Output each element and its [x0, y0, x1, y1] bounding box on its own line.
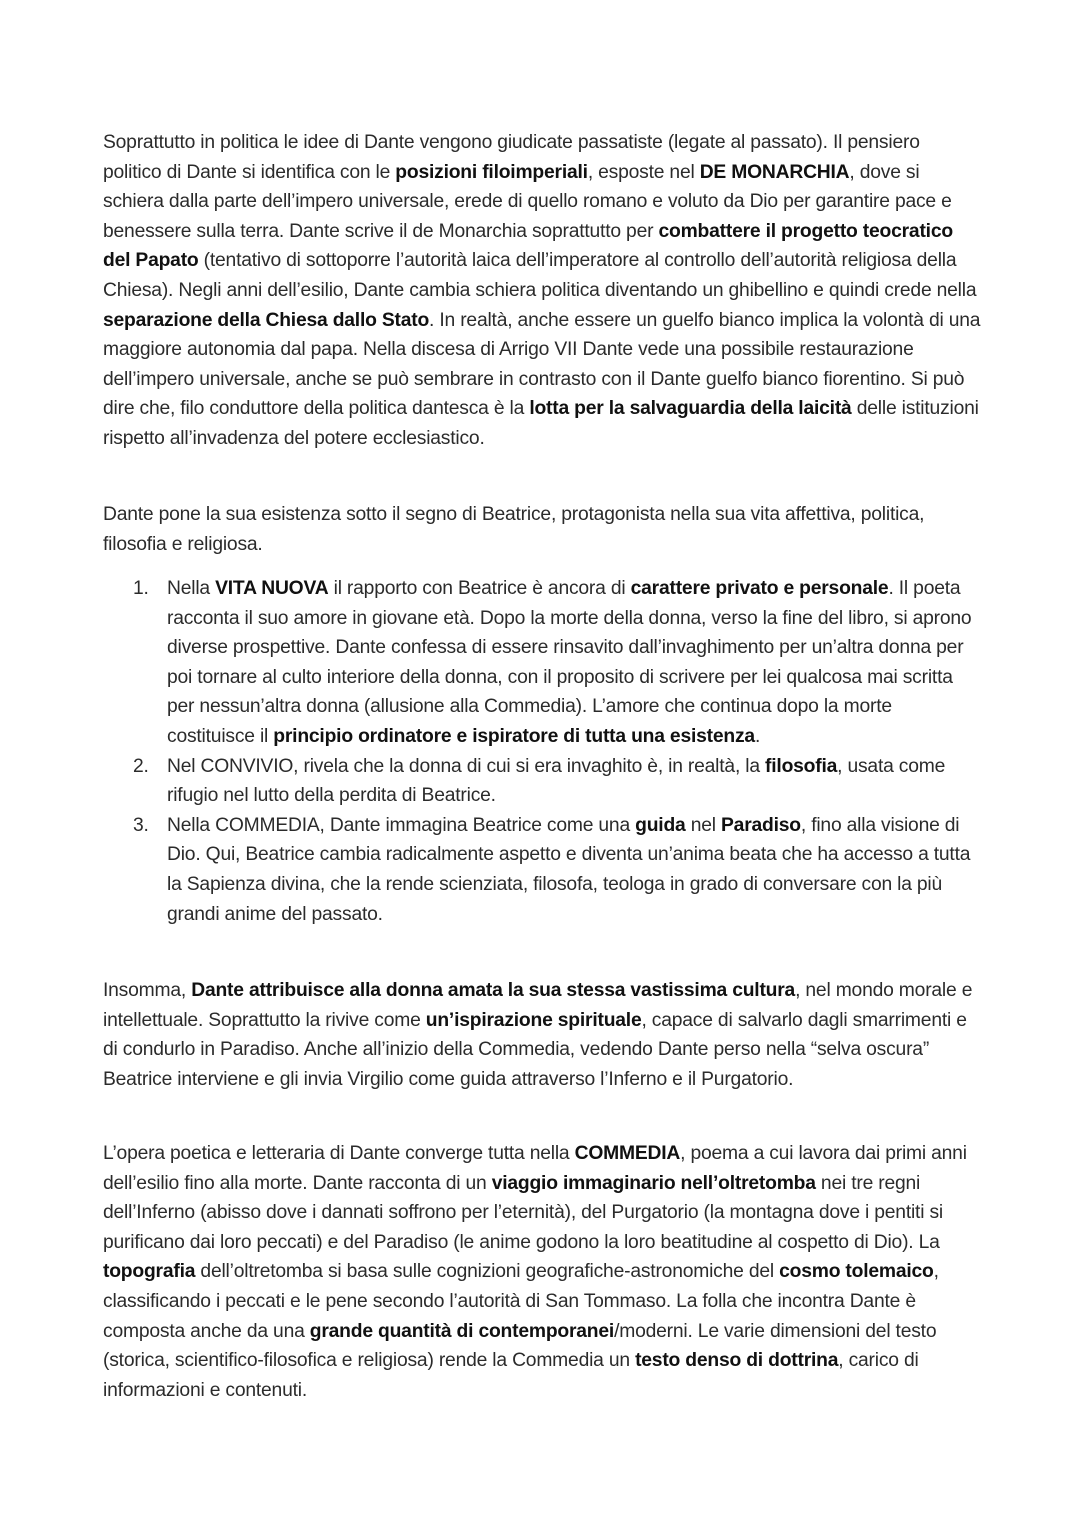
text-run: Nella COMMEDIA, Dante immagina Beatrice come una [167, 814, 636, 836]
paragraph-commedia [103, 1139, 983, 1405]
bold-term: cosmo tolemaico [779, 1261, 934, 1283]
list-number: 1. [133, 578, 149, 599]
text-run: , nel mondo morale e intellettuale. Soprattutto la rivive come [103, 980, 973, 1031]
text-run: /moderni. Le varie dimensioni del testo (storica, scientifico-filosofica e religiosa) rende la Commedia un [103, 1320, 937, 1372]
text-run: il rapporto con Beatrice è ancora di [328, 578, 631, 599]
bold-term: posizioni filoimperiali [395, 161, 588, 183]
text-run: nel [685, 814, 722, 836]
text-run: , esposte nel [587, 161, 700, 183]
text-run: Nel CONVIVIO, rivela che la donna di cui si era invaghito è, in realtà, la [167, 755, 766, 777]
bold-term: COMMEDIA [574, 1143, 681, 1164]
bold-term: testo denso di dottrina [635, 1350, 839, 1372]
text-run: , fino alla visione di Dio. Qui, Beatrice cambia radicalmente aspetto e diventa un’anima beata che ha accesso a tutta la Sapienza divina, che la rende scienziata, filosofa, teologa in grado di conversare con la più grandi anime del passato. [167, 814, 971, 925]
bold-term: grande quantità di contemporanei [309, 1320, 615, 1342]
bold-term: carattere privato e personale [630, 578, 889, 599]
text-run: , classificando i peccati e le pene secondo l’autorità di San Tommaso. La folla che incontra Dante è composta anche da una [103, 1261, 939, 1342]
list-item [103, 574, 983, 752]
list-item [103, 752, 983, 811]
text-run: , capace di salvarlo dagli smarrimenti e di condurlo in Paradiso. Anche all’inizio della Commedia, vedendo Dante perso nella “selva oscura” Beatrice interviene e gli invia Virgilio come guida attraverso l’Inferno e il Purgatorio. [103, 1009, 967, 1090]
text-run: nei tre regni dell’Inferno (abisso dove i dannati soffrono per l’eternità), del Purgatorio (la montagna dove i pentiti si purificano dai loro peccati) e del Paradiso (le anime godono la loro beatitudine al cospetto di Dio). La [103, 1172, 943, 1253]
bold-term: combattere il progetto teocratico del Papato [103, 220, 953, 272]
bold-term: lotta per la salvaguardia della laicità [529, 398, 852, 420]
bold-term: DE MONARCHIA [699, 161, 850, 183]
text-run: , usata come rifugio nel lutto della perdita di Beatrice. [167, 755, 946, 807]
text-run: dell’oltretomba si basa sulle cognizioni geografiche-astronomiche del [195, 1261, 780, 1283]
list-item [103, 811, 983, 929]
bold-term: separazione della Chiesa dallo Stato [103, 309, 430, 331]
text-run: (tentativo di sottoporre l’autorità laica dell’imperatore al controllo dell’autorità religiosa della Chiesa). Negli anni dell’esilio, Dante cambia schiera politica diventando un ghibellino e quindi crede nella [103, 250, 977, 301]
bold-term: Paradiso [721, 814, 801, 836]
text-run: Nella [167, 578, 216, 599]
paragraph-politics [103, 128, 983, 454]
text-run: L’opera poetica e letteraria di Dante converge tutta nella [103, 1143, 575, 1164]
text-run: Insomma, [103, 980, 192, 1001]
text-run: . In realtà, anche essere un guelfo bianco implica la volontà di una maggiore autonomia dal papa. Nella discesa di Arrigo VII Dante vede una possibile restaurazione dell’impero universale, anche se può sembrare in contrasto con il Dante guelfo bianco fiorentino. Si può dire che, filo conduttore della politica dantesca è la [103, 309, 981, 420]
bold-term: un’ispirazione spirituale [425, 1009, 642, 1031]
bold-term: filosofia [765, 755, 838, 777]
text-run: , carico di informazioni e contenuti. [103, 1350, 919, 1401]
bold-term: VITA NUOVA [215, 578, 329, 599]
list-number: 2. [133, 755, 149, 777]
bold-term: Dante attribuisce alla donna amata la sua stessa vastissima cultura [191, 980, 796, 1001]
text-run: Soprattutto in politica le idee di Dante vengono giudicate passatiste (legate al passato). Il pensiero politico di Dante si identifica con le [103, 132, 920, 183]
text-run: . [754, 725, 761, 747]
bold-term: topografia [103, 1261, 196, 1283]
text-run: delle istituzioni rispetto all’invadenza del potere ecclesiastico. [103, 398, 979, 449]
bold-term: principio ordinatore e ispiratore di tutta una esistenza [273, 725, 755, 747]
bold-term: viaggio immaginario nell’oltretomba [491, 1172, 816, 1194]
text-run: , dove si schiera dalla parte dell’impero universale, erede di quello romano e voluto da Dio per garantire pace e benessere sulla terra. Dante scrive il de Monarchia soprattutto per [103, 161, 952, 242]
text-run: . Il poeta racconta il suo amore in giovane età. Dopo la morte della donna, verso la fine del libro, si aprono diverse prospettive. Dante confessa di essere rinsavito dall’invaghimento per un’altra donna per poi tornare al culto interiore della donna, con il proposito di scrivere per lei qualcosa mai scritta per nessun’altra donna (allusione alla Commedia). L’amore che continua dopo la morte costituisce il [167, 578, 972, 747]
text-run: , poema a cui lavora dai primi anni dell’esilio fino alla morte. Dante racconta di un [103, 1143, 967, 1194]
paragraph-beatrice-intro: Dante pone la sua esistenza sotto il segno di Beatrice, protagonista nella sua vita affettiva, politica, filosofia e religiosa. [103, 504, 925, 555]
bold-term: guida [635, 814, 686, 836]
beatrice-works-list [103, 574, 983, 929]
paragraph-beatrice-culture [103, 976, 983, 1094]
list-number: 3. [133, 814, 149, 836]
